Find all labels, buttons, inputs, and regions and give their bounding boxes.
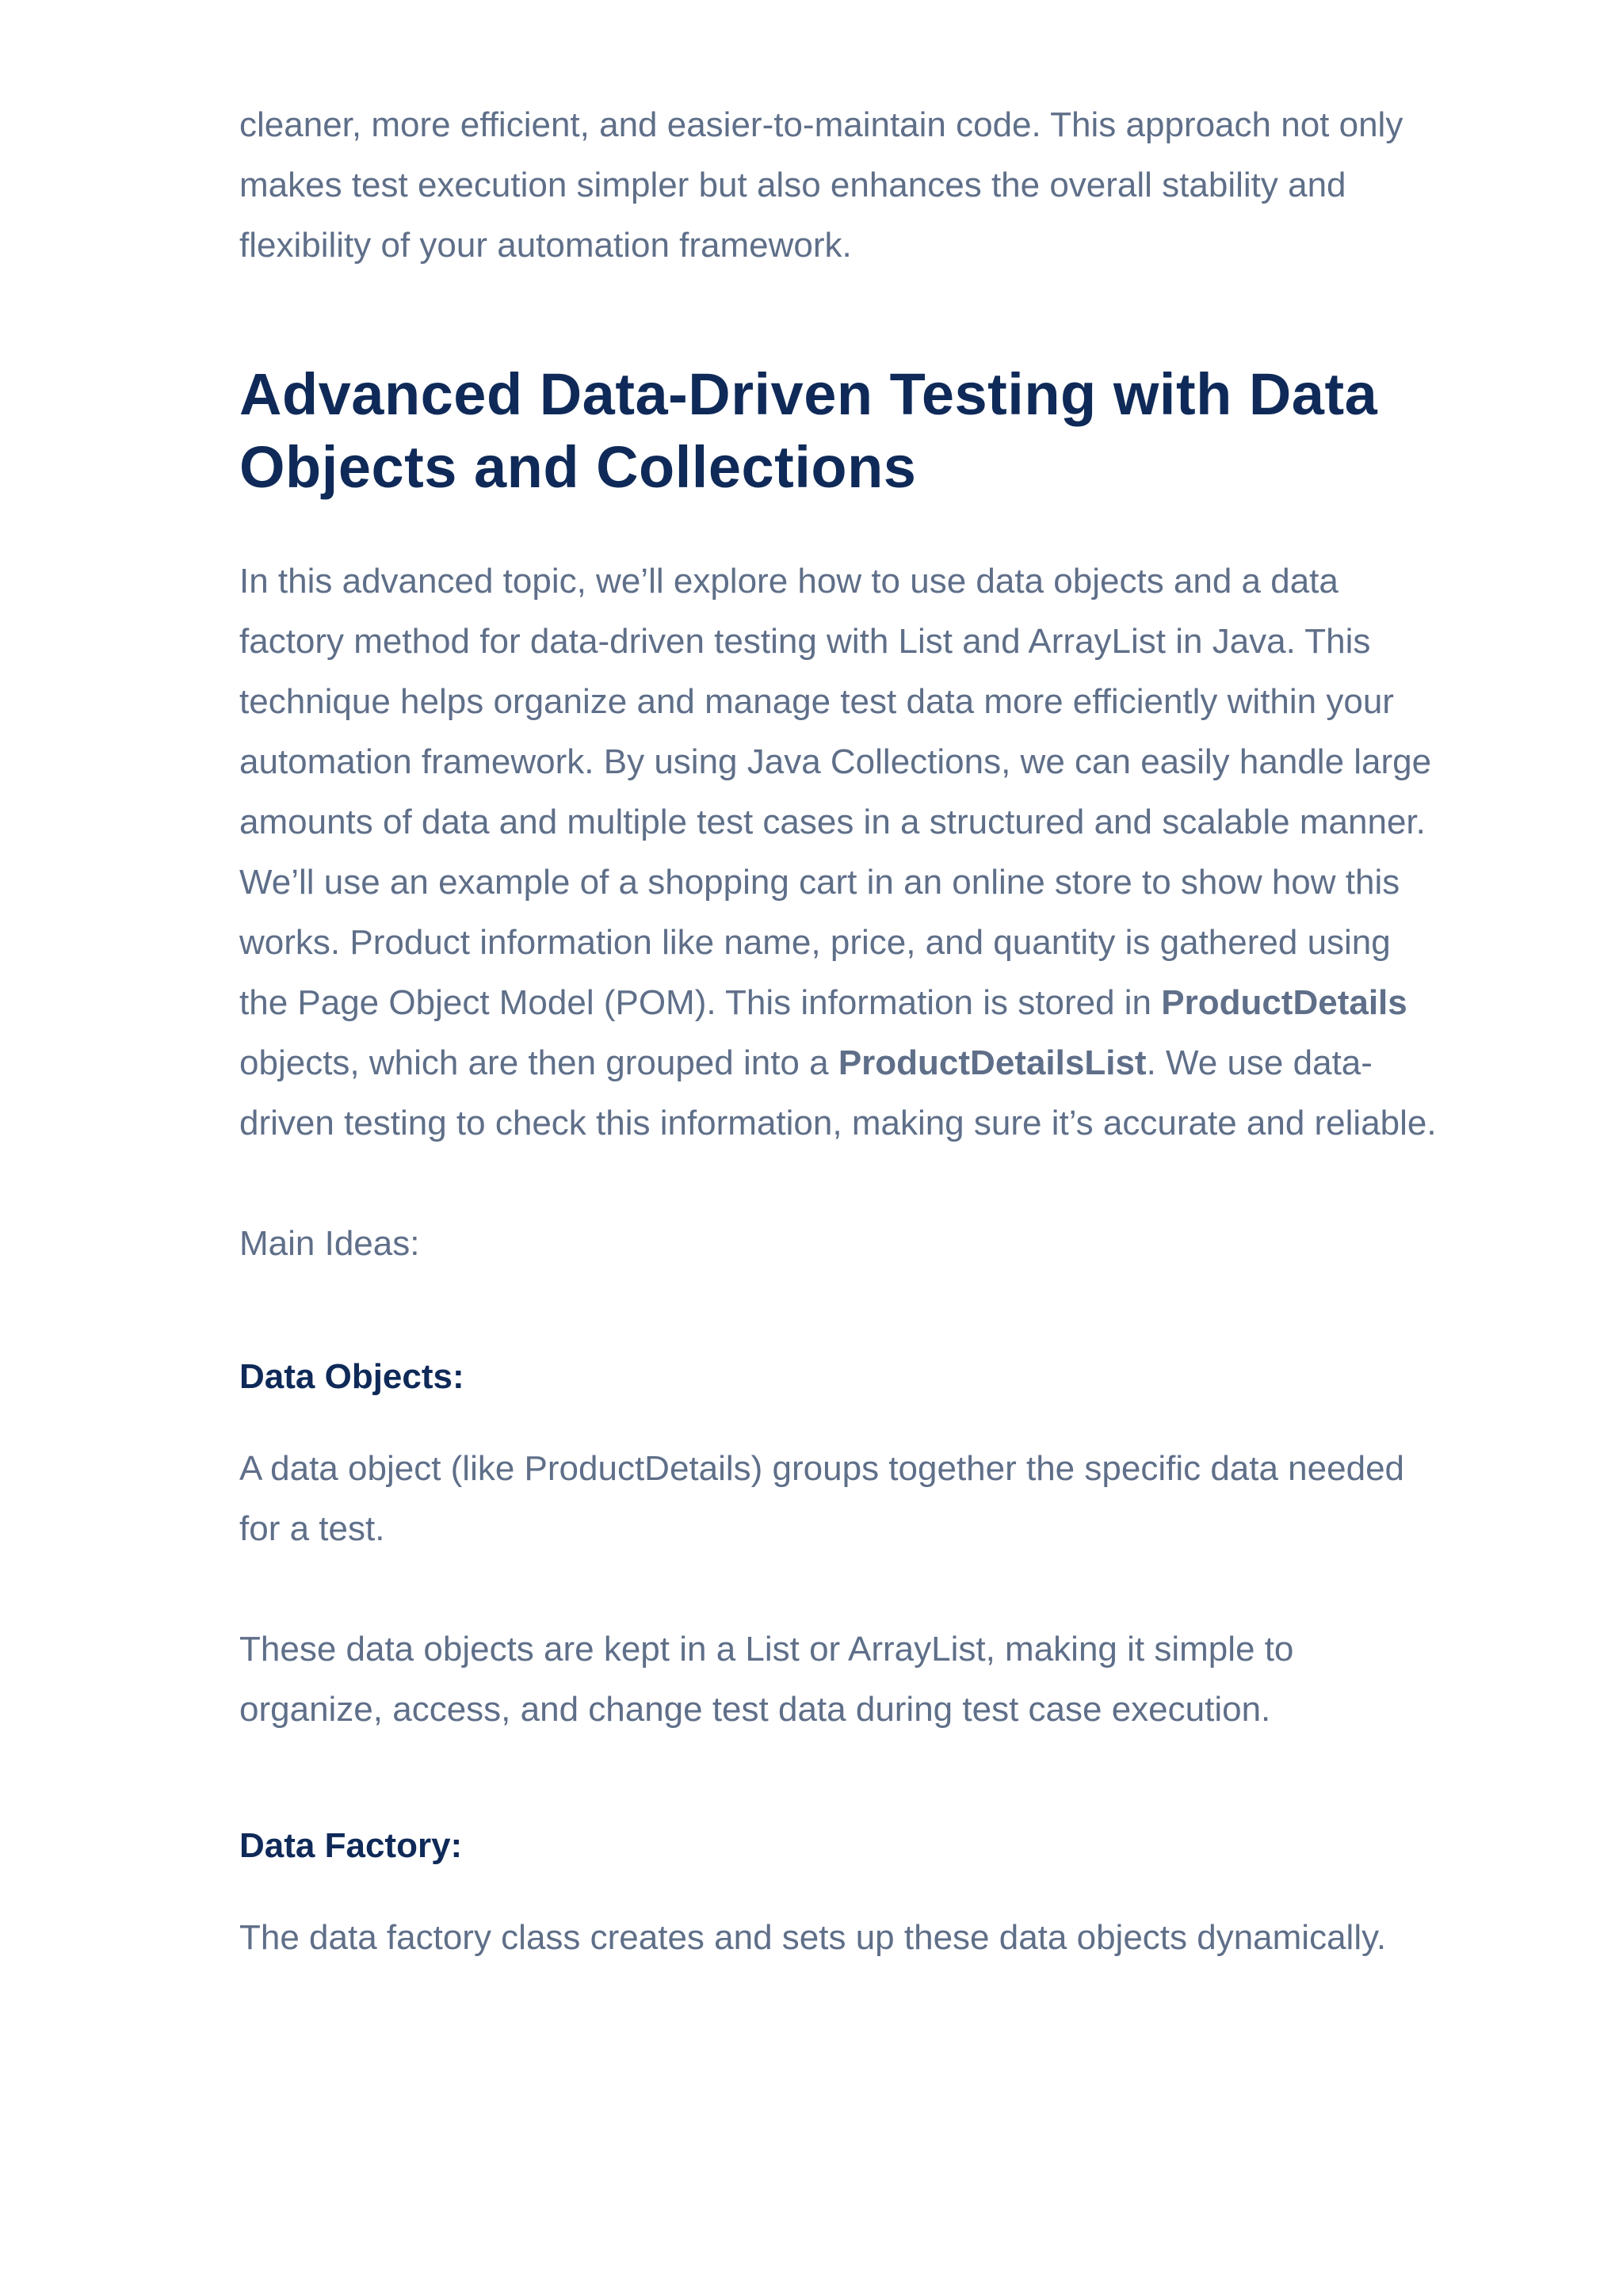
product-details-list-term: ProductDetailsList [838,1043,1147,1082]
para2-text-2: objects, which are then grouped into a [239,1043,838,1082]
data-factory-heading: Data Factory: [239,1826,463,1865]
data-objects-paragraph-1: A data object (like ProductDetails) groups together the specific data needed for a test. [239,1449,1405,1548]
product-details-term: ProductDetails [1161,983,1407,1022]
article-body [239,95,1444,1968]
section-paragraph-2 [239,852,1444,1154]
data-objects-heading: Data Objects: [239,1357,464,1396]
data-factory-paragraph-1: The data factory class creates and sets up these data objects dynamically. [239,1918,1387,1957]
para2-text-1: We’ll use an example of a shopping cart in an online store to show how this works. Product information like name, price, and quantity is gathered using the Page Object Model (POM). This information is stored in [239,863,1400,1022]
section-paragraph-1: In this advanced topic, we’ll explore how to use data objects and a data factory method for data-driven testing with List and ArrayList in Java. This technique helps organize and manage test data more efficiently within your automation framework. By using Java Collections, we can easily handle large amounts of data and multiple test cases in a structured and scalable manner. [239,562,1432,841]
main-ideas-label: Main Ideas: [239,1224,420,1263]
data-objects-paragraph-2: These data objects are kept in a List or ArrayList, making it simple to organize, access, and change test data during test case execution. [239,1630,1294,1729]
section-heading: Advanced Data-Driven Testing with Data Objects and Collections [239,361,1378,500]
intro-paragraph: cleaner, more efficient, and easier-to-maintain code. This approach not only makes test execution simpler but also enhances the overall stability and flexibility of your automation framework. [239,105,1403,265]
para2-text-3: . We use data-driven testing to check this information, making sure it’s accurate and reliable. [239,1043,1437,1142]
